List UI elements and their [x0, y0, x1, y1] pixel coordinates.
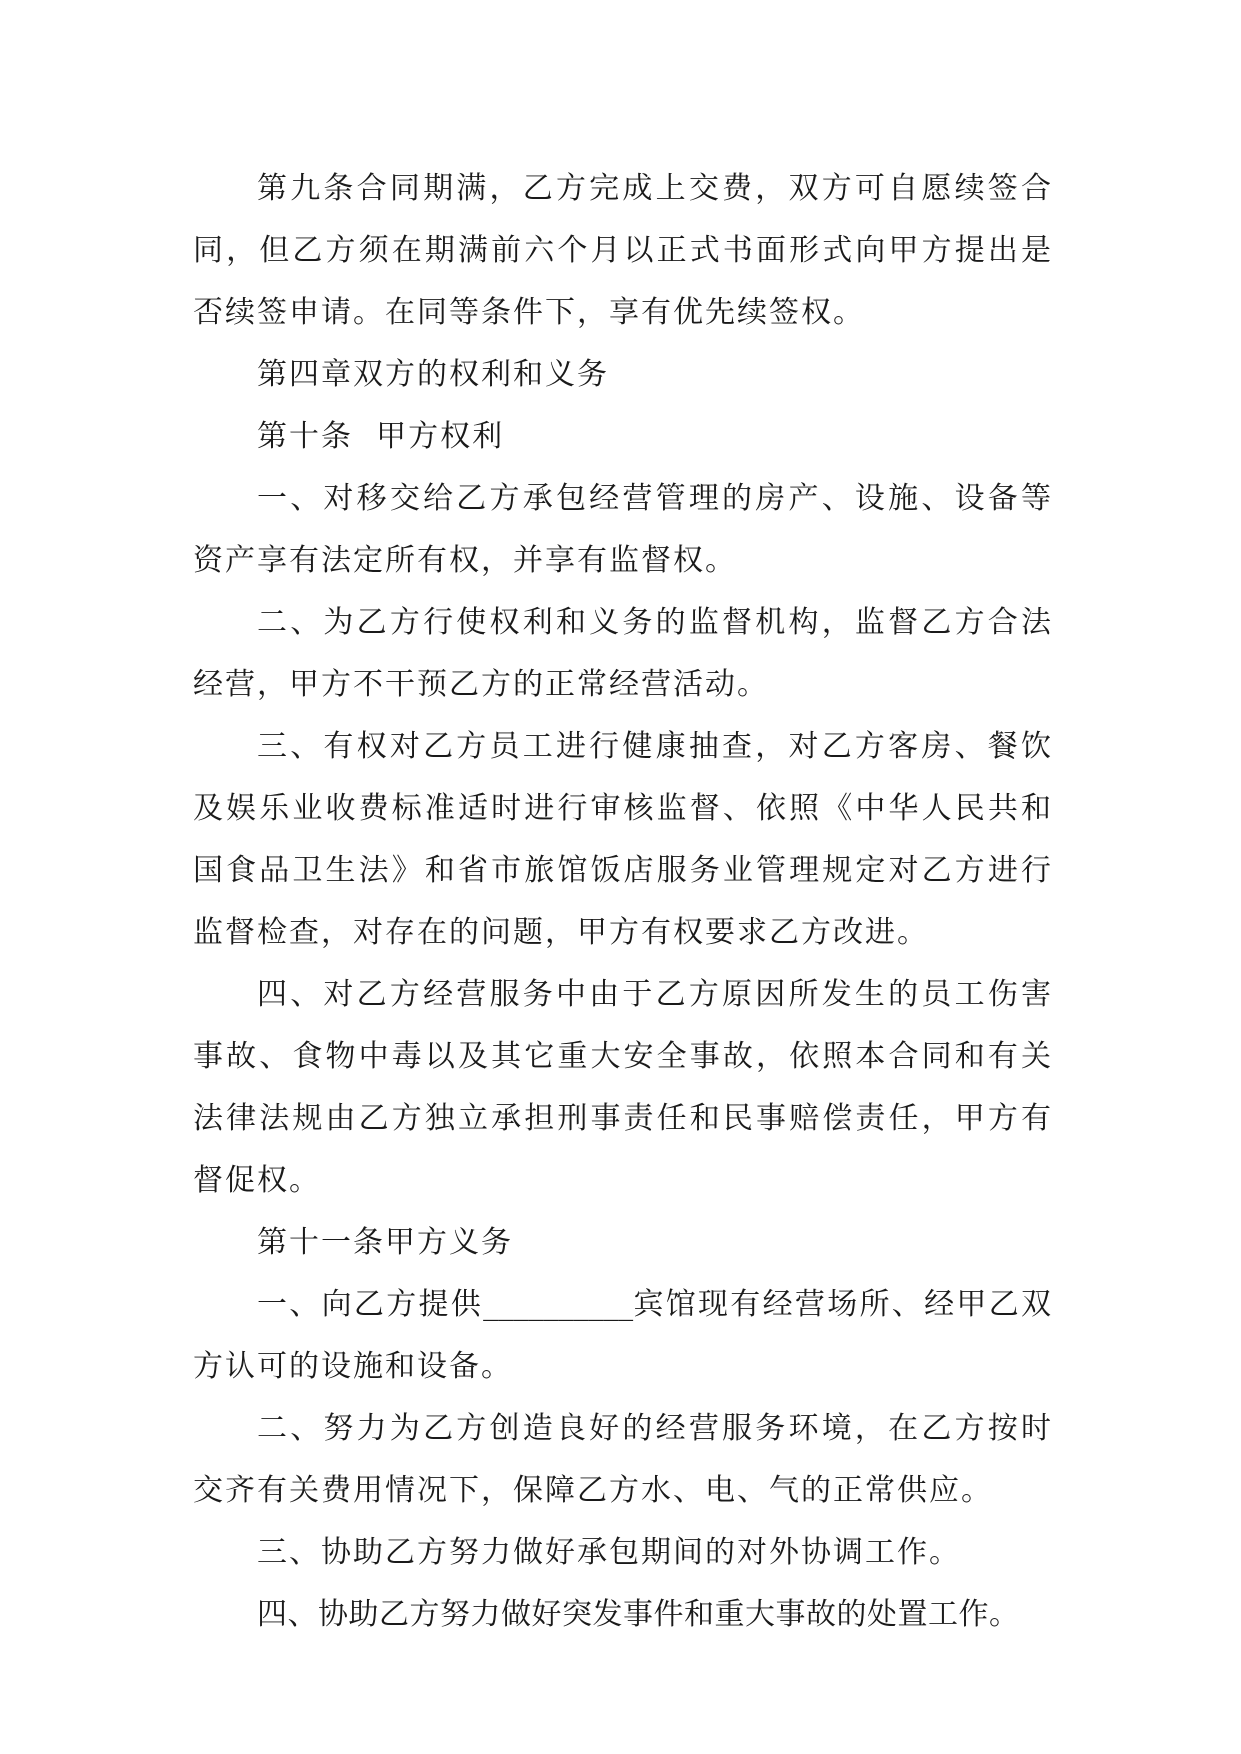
party-a-obligation-3: 三、协助乙方努力做好承包期间的对外协调工作。 [257, 1535, 961, 1570]
article-11-heading: 第十一条甲方义务 [257, 1225, 513, 1260]
party-a-obligation-1 [193, 1274, 1053, 1398]
document-body [193, 158, 1053, 1646]
chapter-4-heading: 第四章双方的权利和义务 [257, 357, 609, 392]
party-a-right-3: 三、有权对乙方员工进行健康抽查，对乙方客房、餐饮及娱乐业收费标准适时进行审核监督、依照《中华人民共和国食品卫生法》和省市旅馆饭店服务业管理规定对乙方进行监督检查，对存在的问题，甲方有权要求乙方改进。 [193, 729, 1053, 950]
fill-in-blank: __________ [483, 1287, 634, 1322]
party-a-right-1: 一、对移交给乙方承包经营管理的房产、设施、设备等资产享有法定所有权，并享有监督权。 [193, 481, 1053, 578]
party-a-right-4: 四、对乙方经营服务中由于乙方原因所发生的员工伤害事故、食物中毒以及其它重大安全事故，依照本合同和有关法律法规由乙方独立承担刑事责任和民事赔偿责任，甲方有督促权。 [193, 977, 1053, 1198]
party-a-obligation-4: 四、协助乙方努力做好突发事件和重大事故的处置工作。 [257, 1597, 1020, 1632]
party-a-right-2: 二、为乙方行使权利和义务的监督机构，监督乙方合法经营，甲方不干预乙方的正常经营活动。 [193, 605, 1053, 702]
paragraph-article-9: 第九条合同期满，乙方完成上交费，双方可自愿续签合同，但乙方须在期满前六个月以正式书面形式向甲方提出是否续签申请。在同等条件下，享有优先续签权。 [193, 171, 1053, 330]
party-a-obligation-2: 二、努力为乙方创造良好的经营服务环境，在乙方按时交齐有关费用情况下，保障乙方水、电、气的正常供应。 [193, 1411, 1053, 1508]
article-10-heading: 第十条 甲方权利 [257, 419, 505, 454]
obligation-1-suffix: 宾馆现有经营场所、经甲乙双方认可的设施和设备。 [193, 1287, 1054, 1384]
obligation-1-prefix: 一、向乙方提供 [257, 1287, 484, 1322]
